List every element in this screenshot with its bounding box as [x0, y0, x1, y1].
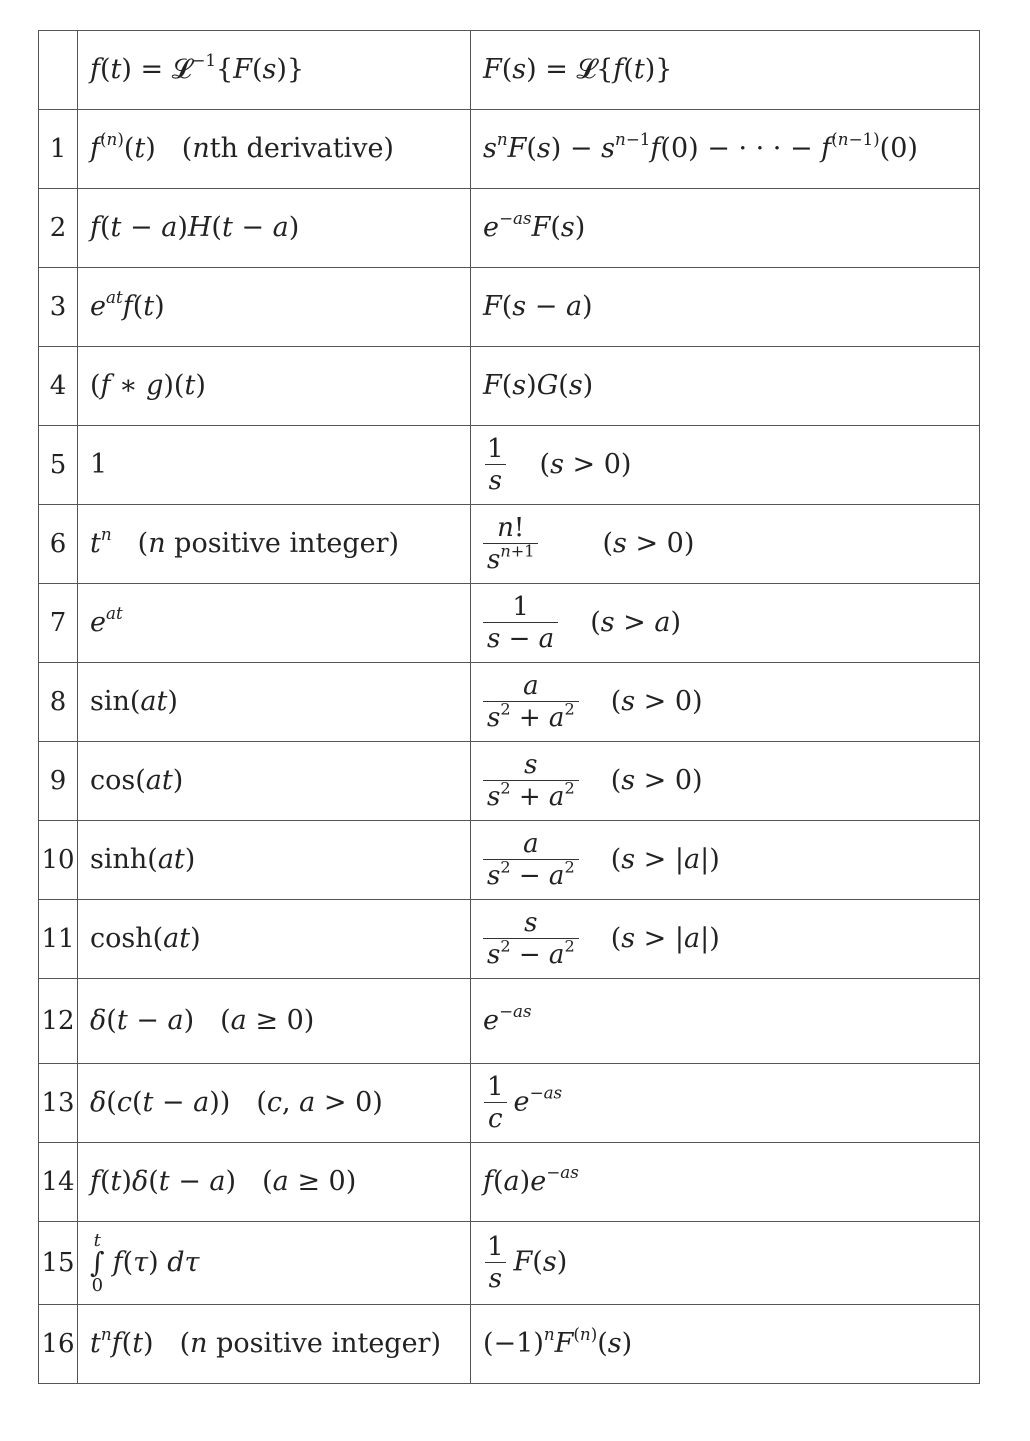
table-row	[39, 821, 980, 900]
table-row	[39, 900, 980, 979]
s-domain-cell: $\frac{n!}{s^{n+1}}$ (s > 0)	[471, 505, 980, 584]
inverse-transform-header: f(t) = 𝓛$^{-1}${F(s)}	[78, 31, 471, 110]
s-domain-cell: $\frac{1}{s}$ (s > 0)	[471, 426, 980, 505]
row-number: 6	[39, 505, 78, 584]
row-number: 11	[39, 900, 78, 979]
table-row	[39, 1305, 980, 1384]
row-number: 3	[39, 268, 78, 347]
time-domain-cell: $e^{at}f(t)$	[78, 268, 471, 347]
s-domain-cell: $\frac{a}{s^2 - a^2}$ (s > |a|)	[471, 821, 980, 900]
s-domain-cell: $(-1)^nF^{(n)}(s)$	[471, 1305, 980, 1384]
table-row	[39, 268, 980, 347]
row-number: 16	[39, 1305, 78, 1384]
table-row	[39, 742, 980, 821]
table-row	[39, 189, 980, 268]
time-domain-cell: t ∫ 0f(τ) dτ	[78, 1222, 471, 1305]
row-number: 5	[39, 426, 78, 505]
table-row	[39, 663, 980, 742]
time-domain-cell: sinh(at)	[78, 821, 471, 900]
time-domain-cell: (f ∗ g)(t)	[78, 347, 471, 426]
index-header-cell	[39, 31, 78, 110]
table-row	[39, 979, 980, 1064]
row-number: 9	[39, 742, 78, 821]
row-number: 13	[39, 1064, 78, 1143]
s-domain-cell: $e^{-as}$	[471, 979, 980, 1064]
s-domain-cell: $\frac{s}{s^2 - a^2}$ (s > |a|)	[471, 900, 980, 979]
s-domain-cell: $\frac{1}{c}$ $e^{-as}$	[471, 1064, 980, 1143]
time-domain-cell: f(t)δ(t − a) (a ≥ 0)	[78, 1143, 471, 1222]
table-row	[39, 347, 980, 426]
transform-header: F(s) = 𝓛{f(t)}	[471, 31, 980, 110]
table-row	[39, 110, 980, 189]
time-domain-cell: $t^nf(t)$ (n positive integer)	[78, 1305, 471, 1384]
s-domain-cell: $e^{-as}F(s)$	[471, 189, 980, 268]
table-row	[39, 1222, 980, 1305]
laplace-transform-table	[38, 30, 980, 1384]
row-number: 14	[39, 1143, 78, 1222]
time-domain-cell: $e^{at}$	[78, 584, 471, 663]
table-row	[39, 1064, 980, 1143]
time-domain-cell: cos(at)	[78, 742, 471, 821]
time-domain-cell: 1	[78, 426, 471, 505]
s-domain-cell: $s^nF(s) - s^{n-1}f(0)$ − · · · − $f^{(n-1)}(0)$	[471, 110, 980, 189]
time-domain-cell: f(t − a)H(t − a)	[78, 189, 471, 268]
row-number: 8	[39, 663, 78, 742]
table-row	[39, 584, 980, 663]
time-domain-cell: δ(t − a) (a ≥ 0)	[78, 979, 471, 1064]
s-domain-cell: $\frac{1}{s - a}$ (s > a)	[471, 584, 980, 663]
s-domain-cell: $\frac{s}{s^2 + a^2}$ (s > 0)	[471, 742, 980, 821]
table-header-row	[39, 31, 980, 110]
time-domain-cell: $t^n$ (n positive integer)	[78, 505, 471, 584]
row-number: 1	[39, 110, 78, 189]
time-domain-cell: δ(c(t − a)) (c, a > 0)	[78, 1064, 471, 1143]
time-domain-cell: sin(at)	[78, 663, 471, 742]
row-number: 7	[39, 584, 78, 663]
time-domain-cell: $f^{(n)}(t)$ (nth derivative)	[78, 110, 471, 189]
row-number: 10	[39, 821, 78, 900]
row-number: 15	[39, 1222, 78, 1305]
row-number: 4	[39, 347, 78, 426]
s-domain-cell: F(s − a)	[471, 268, 980, 347]
s-domain-cell: $\frac{a}{s^2 + a^2}$ (s > 0)	[471, 663, 980, 742]
s-domain-cell: $f(a)e^{-as}$	[471, 1143, 980, 1222]
time-domain-cell: cosh(at)	[78, 900, 471, 979]
row-number: 2	[39, 189, 78, 268]
s-domain-cell: F(s)G(s)	[471, 347, 980, 426]
s-domain-cell: $\frac{1}{s}$ F(s)	[471, 1222, 980, 1305]
row-number: 12	[39, 979, 78, 1064]
table-row	[39, 505, 980, 584]
table-row	[39, 1143, 980, 1222]
table-row	[39, 426, 980, 505]
